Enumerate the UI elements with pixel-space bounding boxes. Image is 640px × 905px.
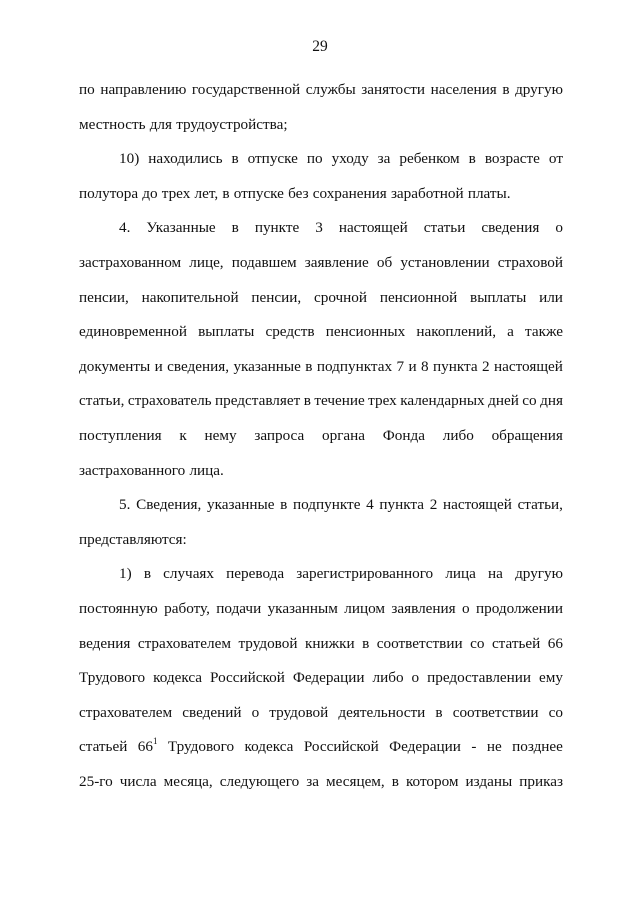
word: сведений <box>182 703 242 721</box>
word: также <box>525 323 563 341</box>
word: государственной <box>191 81 301 98</box>
word: и <box>408 357 417 375</box>
text-line <box>79 246 563 281</box>
word: о <box>411 669 420 687</box>
word: позднее <box>512 738 563 756</box>
word: Федерации <box>389 738 461 756</box>
word: представляются: <box>79 530 187 548</box>
word: перевода <box>226 565 285 583</box>
word: котором <box>405 772 459 790</box>
word: подпункте <box>293 496 361 514</box>
word: настоящей <box>338 219 408 237</box>
word: о <box>251 703 260 721</box>
word: заявления <box>391 599 456 617</box>
text-line <box>79 281 563 316</box>
word: отпуске <box>247 150 298 168</box>
word: в <box>231 150 239 168</box>
word: в <box>305 357 313 375</box>
word: со <box>522 392 537 410</box>
word: лица <box>445 565 476 583</box>
word: 66 <box>547 634 563 652</box>
word: пенсионных <box>325 323 406 341</box>
word: средств <box>265 323 315 341</box>
word: статьей <box>79 738 128 756</box>
word: календарных <box>400 392 485 410</box>
word: дней <box>488 392 519 410</box>
word: статьи, <box>517 496 563 514</box>
word: 1) <box>119 565 132 583</box>
word: указанным <box>267 599 338 617</box>
text-line <box>79 350 563 385</box>
word: месяца, <box>163 772 213 790</box>
word: нему <box>204 426 237 444</box>
word: накопительной <box>141 288 239 306</box>
superscript: 1 <box>152 736 158 747</box>
word: не <box>486 738 502 756</box>
word: другую <box>515 81 563 98</box>
word: страхователем <box>79 703 173 721</box>
word: страхователем <box>137 634 231 652</box>
word: следующего <box>219 772 300 790</box>
word: книжки <box>304 634 355 652</box>
word: 10) <box>119 150 140 168</box>
text-line <box>79 211 563 246</box>
word: трех <box>161 184 191 202</box>
word: случаях <box>163 565 215 583</box>
word: о <box>555 219 563 237</box>
word: Российской <box>303 738 379 756</box>
word: 4 <box>366 496 374 514</box>
word: пенсионной <box>379 288 458 306</box>
word: по <box>306 150 323 168</box>
word: пенсии, <box>79 288 129 306</box>
word: застрахованном <box>79 253 182 271</box>
word: полутора <box>79 184 139 202</box>
word: страховой <box>497 253 563 271</box>
word: статьей <box>491 634 541 652</box>
word: о <box>462 599 470 617</box>
word: в <box>280 496 288 514</box>
word: по <box>79 81 95 98</box>
word: течение <box>314 392 365 410</box>
word: статьи, <box>79 392 125 410</box>
word: отпуске <box>233 184 284 202</box>
word: органа <box>322 426 366 444</box>
word: обращения <box>491 426 563 444</box>
word: деятельности <box>338 703 426 721</box>
text-line <box>79 627 563 662</box>
word: 4. <box>119 219 131 237</box>
word: сохранения <box>312 184 387 202</box>
word: документы <box>79 357 151 375</box>
word: находились <box>148 150 223 168</box>
text-line <box>79 315 563 350</box>
word: со <box>470 634 485 652</box>
word: выплаты <box>470 288 527 306</box>
word: кодекса <box>153 669 203 687</box>
word: $66^1$ <box>137 736 158 756</box>
word: лице, <box>189 253 224 271</box>
text-line <box>79 765 563 800</box>
word: поступления <box>79 426 162 444</box>
word: 3 <box>315 219 323 237</box>
word: населения <box>430 81 497 98</box>
word: от <box>548 150 563 168</box>
text-line <box>79 177 563 212</box>
word: в <box>468 150 476 168</box>
word: и <box>154 357 163 375</box>
word: дня <box>540 392 563 410</box>
text-line <box>79 454 563 489</box>
word: со <box>548 703 563 721</box>
word: 5. <box>119 496 131 514</box>
page-number: 29 <box>312 38 328 55</box>
word: лет, <box>194 184 219 202</box>
word: указанные <box>233 357 301 375</box>
word: накоплений, <box>416 323 497 341</box>
word: в <box>231 219 239 237</box>
word: в <box>222 184 230 202</box>
word: в <box>303 392 311 410</box>
word: пункта <box>433 357 478 375</box>
word: соответствии <box>376 634 463 652</box>
word: в <box>391 772 399 790</box>
word: Трудового <box>167 738 235 756</box>
word: Российской <box>210 669 285 687</box>
word: пункта <box>379 496 424 514</box>
word: статьи <box>423 219 466 237</box>
word: либо <box>442 426 474 444</box>
word: а <box>507 323 514 341</box>
word: в <box>362 634 370 652</box>
word: до <box>142 184 158 202</box>
word: Указанные <box>146 219 216 237</box>
word: единовременной <box>79 323 187 341</box>
word: службы <box>305 81 356 98</box>
word: в <box>435 703 443 721</box>
word: настоящей <box>494 357 563 375</box>
text-line <box>79 730 563 765</box>
text-line <box>79 142 563 177</box>
word: либо <box>372 669 404 687</box>
word: - <box>471 738 477 756</box>
text-line <box>79 488 563 523</box>
word: лицом <box>344 599 385 617</box>
word: Федерации <box>292 669 365 687</box>
word: об <box>376 253 393 271</box>
word: трудоустройства; <box>176 115 288 133</box>
word: месяцем, <box>325 772 385 790</box>
word: заявление <box>304 253 369 271</box>
word: продолжении <box>475 599 563 617</box>
word: изданы <box>465 772 513 790</box>
word: запроса <box>254 426 305 444</box>
word: указанные <box>207 496 275 514</box>
word: другую <box>515 565 563 583</box>
word: для <box>149 115 172 133</box>
word: подпунктах <box>316 357 393 375</box>
word: 2 <box>429 496 438 514</box>
word: за <box>306 772 319 790</box>
text-line <box>79 696 563 731</box>
text-line <box>79 419 563 454</box>
word: 7 <box>396 357 405 375</box>
text-line <box>79 661 563 696</box>
word: приказ <box>519 772 563 790</box>
word: платы. <box>467 184 511 202</box>
word: или <box>539 288 563 306</box>
word: настоящей <box>442 496 512 514</box>
word: работу, <box>164 599 210 617</box>
word: выплаты <box>198 323 255 341</box>
word: предоставлении <box>427 669 532 687</box>
word: застрахованного <box>79 461 186 479</box>
word: заработной <box>390 184 464 202</box>
text-line <box>79 108 563 143</box>
word: числа <box>119 772 157 790</box>
word: сведения <box>481 219 540 237</box>
word: срочной <box>314 288 368 306</box>
word: Трудового <box>79 669 146 687</box>
word: ему <box>539 669 563 687</box>
word: трех <box>368 392 397 410</box>
text-line <box>79 73 563 108</box>
word: пенсии, <box>251 288 302 306</box>
word: кодекса <box>244 738 294 756</box>
word: Сведения, <box>136 496 202 514</box>
word: пункте <box>254 219 300 237</box>
word: к <box>179 426 187 444</box>
word: установлении <box>400 253 490 271</box>
word: в <box>143 565 151 583</box>
word: подачи <box>216 599 262 617</box>
word: уходу <box>331 150 369 168</box>
text-line <box>79 384 563 419</box>
word: постоянную <box>79 599 158 617</box>
word: 25-го <box>79 772 113 790</box>
word: подавшем <box>231 253 297 271</box>
text-line <box>79 557 563 592</box>
text-line <box>79 592 563 627</box>
word: трудовой <box>269 703 329 721</box>
word: 2 <box>482 357 490 375</box>
word: за <box>377 150 391 168</box>
word: сведения, <box>167 357 230 375</box>
document-body <box>79 73 563 799</box>
word: занятости <box>361 81 426 98</box>
word: зарегистрированного <box>296 565 434 583</box>
text-line <box>79 523 563 558</box>
word: в <box>502 81 510 98</box>
word: трудовой <box>238 634 298 652</box>
word: лица. <box>189 461 224 479</box>
word: 8 <box>421 357 429 375</box>
word: ведения <box>79 634 131 652</box>
word: соответствии <box>452 703 539 721</box>
word: местность <box>79 115 146 133</box>
word: Фонда <box>382 426 425 444</box>
word: страхователь <box>127 392 212 410</box>
word: возрасте <box>484 150 540 168</box>
word: направлению <box>100 81 187 98</box>
word: без <box>288 184 309 202</box>
word: представляет <box>215 392 301 410</box>
word: ребенком <box>399 150 460 168</box>
word: на <box>488 565 503 583</box>
